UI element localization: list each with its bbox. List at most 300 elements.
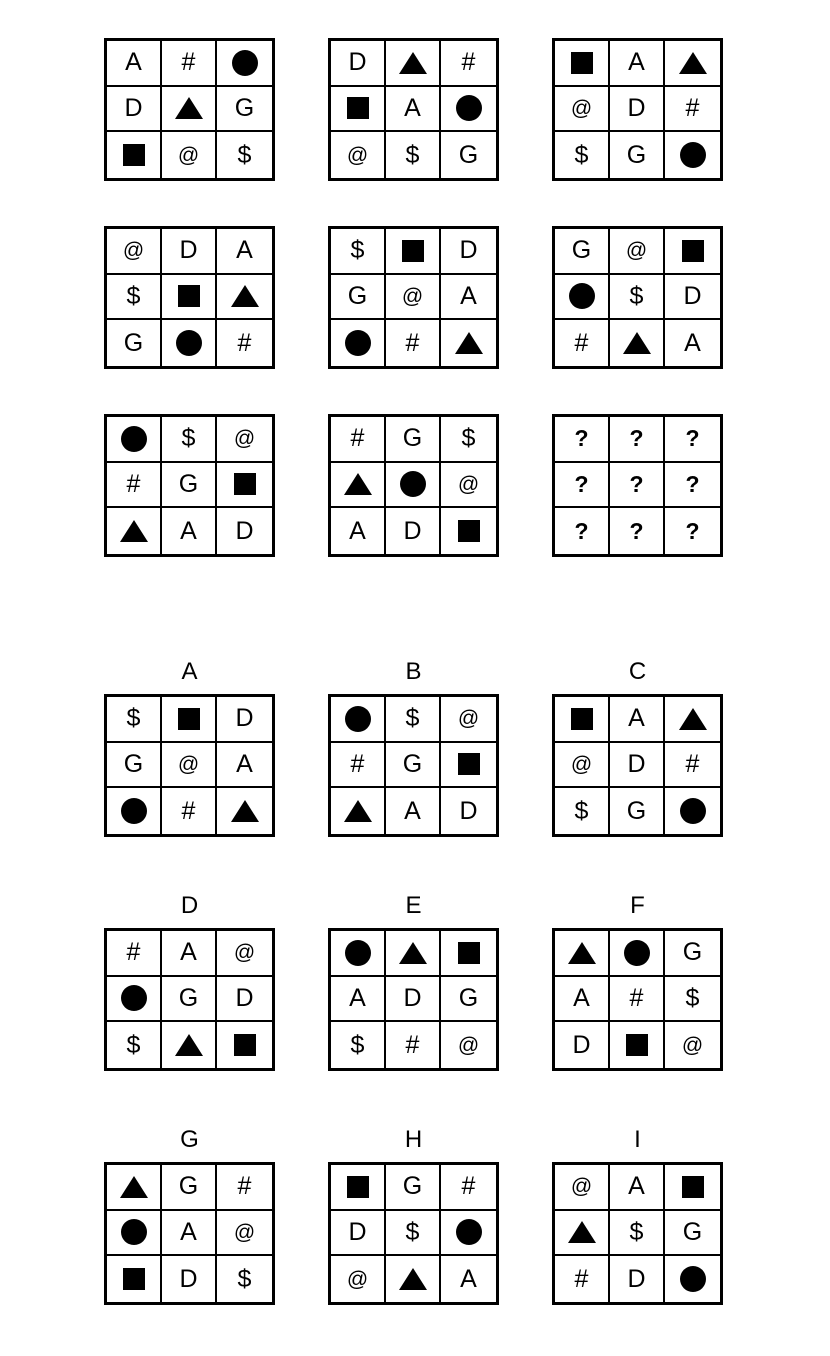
square-icon <box>458 520 480 542</box>
grid-cell <box>217 931 272 977</box>
grid-cell <box>441 697 496 743</box>
square-icon <box>123 144 145 166</box>
puzzle-grid <box>104 414 275 557</box>
grid-cell <box>331 1165 386 1211</box>
grid-cell <box>217 275 272 321</box>
grid-cell <box>665 1211 720 1257</box>
grid-cell <box>107 417 162 463</box>
cell-symbol: ? <box>685 425 700 452</box>
grid-cell <box>217 977 272 1023</box>
cell-symbol: G <box>123 749 144 778</box>
grid-cell <box>665 931 720 977</box>
grid-cell <box>665 87 720 133</box>
cell-symbol: @ <box>233 941 256 965</box>
grid-cell <box>610 977 665 1023</box>
cell-symbol: G <box>178 469 199 498</box>
option-label[interactable]: G <box>180 1126 199 1153</box>
grid-cell <box>441 1022 496 1068</box>
option-grid[interactable] <box>328 928 499 1071</box>
circle-icon <box>121 426 147 452</box>
cell-symbol: # <box>181 48 196 77</box>
grid-cell <box>555 931 610 977</box>
grid-cell <box>441 417 496 463</box>
grid-cell <box>555 417 610 463</box>
grid-cell <box>610 788 665 834</box>
grid-cell <box>441 508 496 554</box>
grid-cell <box>665 743 720 789</box>
grid-cell <box>441 788 496 834</box>
cell-symbol: A <box>404 93 421 122</box>
grid-cell <box>610 1165 665 1211</box>
cell-symbol: # <box>126 469 141 498</box>
grid-cell <box>331 977 386 1023</box>
grid-cell <box>162 697 217 743</box>
grid-cell <box>386 275 441 321</box>
grid-cell <box>441 229 496 275</box>
square-icon <box>123 1268 145 1290</box>
cell-symbol: $ <box>126 1030 141 1059</box>
grid-cell <box>331 788 386 834</box>
grid-cell <box>217 697 272 743</box>
option-label[interactable]: F <box>630 892 645 919</box>
circle-icon <box>232 50 258 76</box>
cell-symbol: D <box>235 704 254 733</box>
cell-symbol: D <box>627 93 646 122</box>
grid-cell <box>610 41 665 87</box>
circle-icon <box>680 798 706 824</box>
grid-cell <box>107 1165 162 1211</box>
cell-symbol: A <box>180 938 197 967</box>
cell-symbol: $ <box>405 1217 420 1246</box>
grid-cell <box>162 229 217 275</box>
grid-cell <box>386 1256 441 1302</box>
cell-symbol: A <box>460 1264 477 1293</box>
cell-symbol: G <box>626 140 647 169</box>
option-label[interactable]: D <box>180 892 199 919</box>
cell-symbol: A <box>628 48 645 77</box>
cell-symbol: $ <box>405 704 420 733</box>
cell-symbol: @ <box>346 1267 369 1291</box>
cell-symbol: D <box>235 983 254 1012</box>
grid-cell <box>665 977 720 1023</box>
cell-symbol: D <box>403 983 422 1012</box>
grid-cell <box>331 1211 386 1257</box>
cell-symbol: # <box>629 983 644 1012</box>
grid-cell <box>386 41 441 87</box>
option-label[interactable]: E <box>405 892 422 919</box>
triangle-icon <box>344 473 372 495</box>
cell-symbol: A <box>236 236 253 265</box>
cell-symbol: D <box>348 48 367 77</box>
grid-cell <box>107 1211 162 1257</box>
cell-symbol: G <box>402 1172 423 1201</box>
grid-cell <box>441 1211 496 1257</box>
grid-cell <box>441 977 496 1023</box>
grid-cell <box>386 1211 441 1257</box>
grid-cell <box>441 743 496 789</box>
option-grid[interactable] <box>552 928 723 1071</box>
grid-cell <box>107 275 162 321</box>
cell-symbol: G <box>178 1172 199 1201</box>
grid-cell <box>610 743 665 789</box>
square-icon <box>682 1176 704 1198</box>
grid-cell <box>555 743 610 789</box>
grid-cell <box>162 788 217 834</box>
grid-cell <box>555 87 610 133</box>
grid-cell <box>610 320 665 366</box>
grid-cell <box>610 275 665 321</box>
grid-cell <box>610 87 665 133</box>
option-label[interactable]: C <box>628 658 647 685</box>
triangle-icon <box>175 1034 203 1056</box>
cell-symbol: # <box>574 1264 589 1293</box>
grid-cell <box>217 417 272 463</box>
cell-symbol: @ <box>177 143 200 167</box>
grid-cell <box>665 417 720 463</box>
grid-cell <box>217 1165 272 1211</box>
grid-cell <box>386 132 441 178</box>
cell-symbol: ? <box>629 425 644 452</box>
cell-symbol: # <box>350 749 365 778</box>
cell-symbol: $ <box>685 983 700 1012</box>
grid-cell <box>107 132 162 178</box>
grid-cell <box>665 697 720 743</box>
grid-cell <box>386 697 441 743</box>
triangle-icon <box>399 942 427 964</box>
grid-cell <box>386 931 441 977</box>
grid-cell <box>610 1256 665 1302</box>
grid-cell <box>610 417 665 463</box>
grid-cell <box>331 1256 386 1302</box>
cell-symbol: # <box>237 328 252 357</box>
cell-symbol: A <box>628 1172 645 1201</box>
triangle-icon <box>120 1176 148 1198</box>
grid-cell <box>331 697 386 743</box>
triangle-icon <box>231 800 259 822</box>
grid-cell <box>107 463 162 509</box>
grid-cell <box>665 132 720 178</box>
grid-cell <box>555 275 610 321</box>
grid-cell <box>610 508 665 554</box>
grid-cell <box>217 229 272 275</box>
square-icon <box>682 240 704 262</box>
grid-cell <box>162 320 217 366</box>
grid-cell <box>441 132 496 178</box>
grid-cell <box>665 1256 720 1302</box>
grid-cell <box>555 41 610 87</box>
grid-cell <box>386 1165 441 1211</box>
grid-cell <box>217 41 272 87</box>
grid-cell <box>665 275 720 321</box>
grid-cell <box>107 229 162 275</box>
cell-symbol: A <box>684 328 701 357</box>
cell-symbol: D <box>348 1217 367 1246</box>
grid-cell <box>610 132 665 178</box>
grid-cell <box>162 1256 217 1302</box>
grid-cell <box>665 41 720 87</box>
grid-cell <box>217 788 272 834</box>
cell-symbol: @ <box>401 284 424 308</box>
cell-symbol: # <box>405 1030 420 1059</box>
square-icon <box>571 52 593 74</box>
cell-symbol: D <box>124 93 143 122</box>
grid-cell <box>386 320 441 366</box>
cell-symbol: @ <box>346 143 369 167</box>
cell-symbol: ? <box>629 517 644 544</box>
triangle-icon <box>175 97 203 119</box>
cell-symbol: G <box>123 328 144 357</box>
cell-symbol: $ <box>181 424 196 453</box>
circle-icon <box>456 95 482 121</box>
grid-cell <box>610 1211 665 1257</box>
cell-symbol: # <box>350 424 365 453</box>
circle-icon <box>400 471 426 497</box>
cell-symbol: A <box>125 48 142 77</box>
grid-cell <box>107 1022 162 1068</box>
grid-cell <box>217 87 272 133</box>
grid-cell <box>386 417 441 463</box>
triangle-icon <box>623 332 651 354</box>
grid-cell <box>665 1165 720 1211</box>
grid-cell <box>217 1256 272 1302</box>
cell-symbol: ? <box>574 517 589 544</box>
grid-cell <box>386 463 441 509</box>
triangle-icon <box>399 52 427 74</box>
square-icon <box>347 1176 369 1198</box>
grid-cell <box>665 1022 720 1068</box>
cell-symbol: A <box>180 1217 197 1246</box>
grid-cell <box>610 229 665 275</box>
square-icon <box>234 473 256 495</box>
grid-cell <box>441 1165 496 1211</box>
grid-cell <box>441 87 496 133</box>
cell-symbol: @ <box>570 752 593 776</box>
triangle-icon <box>568 942 596 964</box>
grid-cell <box>107 1256 162 1302</box>
cell-symbol: A <box>180 516 197 545</box>
grid-cell <box>555 320 610 366</box>
grid-cell <box>162 508 217 554</box>
option-grid[interactable] <box>328 1162 499 1305</box>
cell-symbol: # <box>181 796 196 825</box>
square-icon <box>402 240 424 262</box>
cell-symbol: D <box>459 796 478 825</box>
grid-cell <box>162 977 217 1023</box>
grid-cell <box>555 132 610 178</box>
cell-symbol: @ <box>457 707 480 731</box>
grid-cell <box>331 275 386 321</box>
grid-cell <box>331 229 386 275</box>
grid-cell <box>217 1211 272 1257</box>
grid-cell <box>555 788 610 834</box>
grid-cell <box>162 132 217 178</box>
square-icon <box>458 942 480 964</box>
triangle-icon <box>399 1268 427 1290</box>
cell-symbol: A <box>349 983 366 1012</box>
square-icon <box>626 1034 648 1056</box>
grid-cell <box>555 977 610 1023</box>
grid-cell <box>665 320 720 366</box>
grid-cell <box>217 320 272 366</box>
grid-cell <box>331 87 386 133</box>
cell-symbol: D <box>179 236 198 265</box>
grid-cell <box>162 275 217 321</box>
grid-cell <box>441 320 496 366</box>
cell-symbol: @ <box>625 239 648 263</box>
grid-cell <box>331 417 386 463</box>
cell-symbol: # <box>405 328 420 357</box>
cell-symbol: A <box>404 796 421 825</box>
cell-symbol: $ <box>461 424 476 453</box>
cell-symbol: @ <box>570 1175 593 1199</box>
cell-symbol: @ <box>233 1220 256 1244</box>
puzzle-grid <box>328 226 499 369</box>
cell-symbol: @ <box>233 427 256 451</box>
option-label[interactable]: H <box>404 1126 423 1153</box>
option-label[interactable]: A <box>181 658 198 685</box>
cell-symbol: G <box>458 140 479 169</box>
grid-cell <box>107 508 162 554</box>
grid-cell <box>107 788 162 834</box>
grid-cell <box>331 463 386 509</box>
cell-symbol: A <box>460 281 477 310</box>
cell-symbol: G <box>402 424 423 453</box>
cell-symbol: ? <box>574 470 589 497</box>
triangle-icon <box>679 708 707 730</box>
circle-icon <box>345 706 371 732</box>
option-label[interactable]: B <box>405 658 422 685</box>
cell-symbol: @ <box>681 1033 704 1057</box>
grid-cell <box>331 931 386 977</box>
square-icon <box>347 97 369 119</box>
grid-cell <box>555 1022 610 1068</box>
grid-cell <box>217 743 272 789</box>
grid-cell <box>610 1022 665 1068</box>
cell-symbol: G <box>571 236 592 265</box>
cell-symbol: G <box>347 281 368 310</box>
grid-cell <box>217 132 272 178</box>
grid-cell <box>441 275 496 321</box>
cell-symbol: A <box>349 516 366 545</box>
cell-symbol: # <box>461 48 476 77</box>
grid-cell <box>386 229 441 275</box>
grid-cell <box>331 743 386 789</box>
grid-cell <box>331 320 386 366</box>
cell-symbol: # <box>685 93 700 122</box>
grid-cell <box>162 743 217 789</box>
option-grid[interactable] <box>552 694 723 837</box>
cell-symbol: D <box>235 516 254 545</box>
grid-cell <box>555 697 610 743</box>
puzzle-grid <box>552 38 723 181</box>
cell-symbol: ? <box>629 470 644 497</box>
grid-cell <box>555 1165 610 1211</box>
grid-cell <box>386 977 441 1023</box>
grid-cell <box>107 320 162 366</box>
missing-grid <box>552 414 723 557</box>
option-grid[interactable] <box>328 694 499 837</box>
cell-symbol: # <box>461 1172 476 1201</box>
puzzle-grid <box>328 38 499 181</box>
cell-symbol: G <box>402 749 423 778</box>
puzzle-grid <box>104 226 275 369</box>
cell-symbol: D <box>179 1264 198 1293</box>
option-grid[interactable] <box>104 1162 275 1305</box>
grid-cell <box>665 229 720 275</box>
cell-symbol: A <box>236 749 253 778</box>
square-icon <box>458 753 480 775</box>
triangle-icon <box>120 520 148 542</box>
cell-symbol: @ <box>570 96 593 120</box>
grid-cell <box>331 132 386 178</box>
triangle-icon <box>568 1221 596 1243</box>
cell-symbol: $ <box>126 704 141 733</box>
circle-icon <box>121 798 147 824</box>
cell-symbol: $ <box>629 1217 644 1246</box>
grid-cell <box>162 417 217 463</box>
cell-symbol: ? <box>685 470 700 497</box>
cell-symbol: $ <box>350 1030 365 1059</box>
grid-cell <box>217 1022 272 1068</box>
grid-cell <box>441 41 496 87</box>
grid-cell <box>665 508 720 554</box>
cell-symbol: $ <box>350 236 365 265</box>
puzzle-grid <box>104 38 275 181</box>
grid-cell <box>162 931 217 977</box>
grid-cell <box>331 1022 386 1068</box>
square-icon <box>178 708 200 730</box>
cell-symbol: @ <box>177 752 200 776</box>
cell-symbol: D <box>683 281 702 310</box>
cell-symbol: $ <box>126 281 141 310</box>
cell-symbol: # <box>126 938 141 967</box>
grid-cell <box>555 508 610 554</box>
circle-icon <box>680 142 706 168</box>
circle-icon <box>121 985 147 1011</box>
option-grid[interactable] <box>104 928 275 1071</box>
grid-cell <box>665 788 720 834</box>
circle-icon <box>569 283 595 309</box>
grid-cell <box>162 1165 217 1211</box>
option-grid[interactable] <box>104 694 275 837</box>
square-icon <box>234 1034 256 1056</box>
circle-icon <box>345 330 371 356</box>
grid-cell <box>107 41 162 87</box>
cell-symbol: $ <box>629 281 644 310</box>
grid-cell <box>386 1022 441 1068</box>
grid-cell <box>610 931 665 977</box>
cell-symbol: G <box>234 93 255 122</box>
grid-cell <box>162 463 217 509</box>
cell-symbol: $ <box>574 140 589 169</box>
circle-icon <box>176 330 202 356</box>
option-grid[interactable] <box>552 1162 723 1305</box>
grid-cell <box>441 1256 496 1302</box>
cell-symbol: D <box>403 516 422 545</box>
triangle-icon <box>679 52 707 74</box>
cell-symbol: @ <box>122 239 145 263</box>
grid-cell <box>331 508 386 554</box>
grid-cell <box>217 463 272 509</box>
grid-cell <box>555 229 610 275</box>
cell-symbol: $ <box>237 1264 252 1293</box>
cell-symbol: @ <box>457 1033 480 1057</box>
circle-icon <box>680 1266 706 1292</box>
grid-cell <box>107 87 162 133</box>
grid-cell <box>107 977 162 1023</box>
circle-icon <box>624 940 650 966</box>
option-label[interactable]: I <box>634 1126 641 1153</box>
